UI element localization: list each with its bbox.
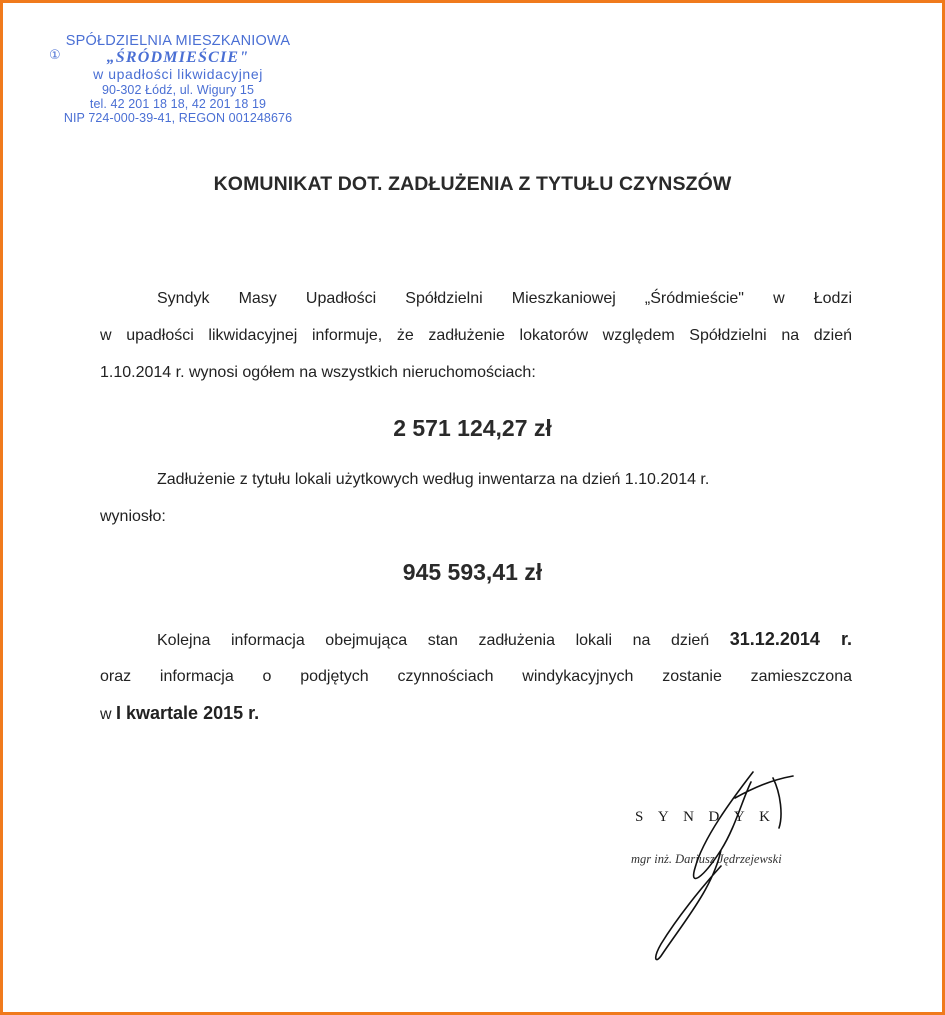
paragraph2-line2: wyniosło: xyxy=(100,508,166,525)
stamp-brand-text: „ŚRÓDMIEŚCIE" xyxy=(106,49,250,67)
paragraph1-line3: 1.10.2014 r. wynosi ogółem na wszystkich nieruchomościach: xyxy=(100,364,536,381)
paragraph3-line1-text: Kolejna informacja obejmująca stan zadłużenia lokali na dzień xyxy=(157,632,710,649)
stamp-line-name: SPÓŁDZIELNIA MIESZKANIOWA xyxy=(65,33,291,49)
paragraph3-line3-text: w xyxy=(100,706,112,723)
handwritten-signature-icon xyxy=(603,758,833,978)
stamp-line-address: 90-302 Łódź, ul. Wigury 15 xyxy=(102,82,254,97)
paragraph3-line1 xyxy=(100,621,852,658)
paragraph1-line1: Syndyk Masy Upadłości Spółdzielni Mieszkaniowej „Śródmieście" w Łodzi xyxy=(157,290,852,307)
stamp-line-brand xyxy=(43,49,313,67)
stamp-circled-mark: ① xyxy=(49,48,61,64)
stamp-line-phone: tel. 42 201 18 18, 42 201 18 19 xyxy=(89,96,267,111)
stamp-line-status: w upadłości likwidacyjnej xyxy=(93,66,263,83)
paragraph3-line2: oraz informacja o podjętych czynnościach windykacyjnych zostanie zamieszczona xyxy=(100,668,852,685)
paragraph-debt-total xyxy=(100,280,852,391)
total-debt-amount: 2 571 124,27 zł xyxy=(393,415,552,441)
company-stamp xyxy=(43,33,313,125)
paragraph1-line2: w upadłości likwidacyjnej informuje, że zadłużenie lokatorów względem Spółdzielni na dzień xyxy=(100,327,852,344)
stamp-line-registry: NIP 724-000-39-41, REGON 001248676 xyxy=(63,110,293,125)
document-title: KOMUNIKAT DOT. ZADŁUŻENIA Z TYTUŁU CZYNSZÓW xyxy=(213,173,732,195)
paragraph-next-info xyxy=(100,621,852,732)
paragraph3-line3 xyxy=(100,695,852,732)
signature-name: mgr inż. Dariusz Jędrzejewski xyxy=(631,852,782,866)
next-report-quarter: I kwartale 2015 r. xyxy=(116,703,260,723)
signature-role: SYNDYK xyxy=(635,809,785,825)
paragraph-commercial-debt xyxy=(100,461,852,535)
paragraph2-line1: Zadłużenie z tytułu lokali użytkowych według inwentarza na dzień 1.10.2014 r. xyxy=(157,471,710,488)
next-report-date: 31.12.2014 r. xyxy=(729,629,853,649)
commercial-debt-amount: 945 593,41 zł xyxy=(402,559,543,585)
